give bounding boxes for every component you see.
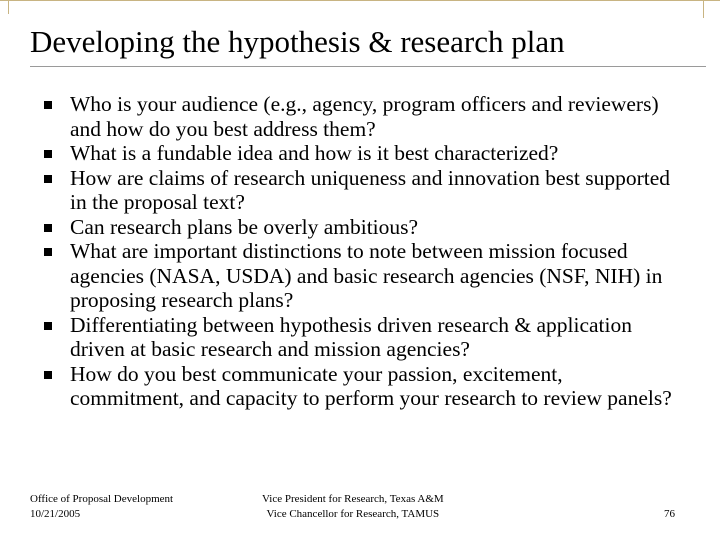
square-bullet-icon xyxy=(44,371,52,379)
square-bullet-icon xyxy=(44,248,52,256)
title-divider xyxy=(30,66,706,67)
square-bullet-icon xyxy=(44,150,52,158)
bullet-item xyxy=(40,92,680,141)
bullet-text: Differentiating between hypothesis driven research & application driven at basic research and mission agencies? xyxy=(70,312,632,361)
frame-left-border xyxy=(8,0,9,14)
bullet-text: How do you best communicate your passion, excitement, commitment, and capacity to perform your research to review panels? xyxy=(70,361,672,410)
square-bullet-icon xyxy=(44,322,52,330)
footer-vp-title: Vice President for Research, Texas A&M xyxy=(262,493,444,505)
footer-office xyxy=(30,492,173,522)
square-bullet-icon xyxy=(44,175,52,183)
bullet-list xyxy=(40,92,680,411)
bullet-item xyxy=(40,215,680,240)
bullet-text: What are important distinctions to note between mission focused agencies (NASA, USDA) and basic research agencies (NSF, NIH) in proposing research plans? xyxy=(70,239,663,312)
bullet-item xyxy=(40,313,680,362)
frame-top-border xyxy=(0,0,720,1)
bullet-item xyxy=(40,239,680,313)
footer-date: 10/21/2005 xyxy=(30,508,81,520)
slide-title: Developing the hypothesis & research plan xyxy=(30,24,565,59)
square-bullet-icon xyxy=(44,224,52,232)
bullet-item xyxy=(40,141,680,166)
bullet-text: Who is your audience (e.g., agency, program officers and reviewers) and how do you best address them? xyxy=(70,92,659,141)
footer-titles xyxy=(262,492,444,522)
bullet-text: Can research plans be overly ambitious? xyxy=(70,214,419,239)
frame-right-border xyxy=(703,0,704,18)
bullet-item xyxy=(40,362,680,411)
square-bullet-icon xyxy=(44,101,52,109)
footer-office-name: Office of Proposal Development xyxy=(30,493,174,505)
footer-vc-title: Vice Chancellor for Research, TAMUS xyxy=(266,508,440,520)
bullet-text: How are claims of research uniqueness and innovation best supported in the proposal text? xyxy=(70,165,671,214)
bullet-item xyxy=(40,166,680,215)
page-number: 76 xyxy=(664,508,675,520)
bullet-text: What is a fundable idea and how is it best characterized? xyxy=(70,141,559,165)
